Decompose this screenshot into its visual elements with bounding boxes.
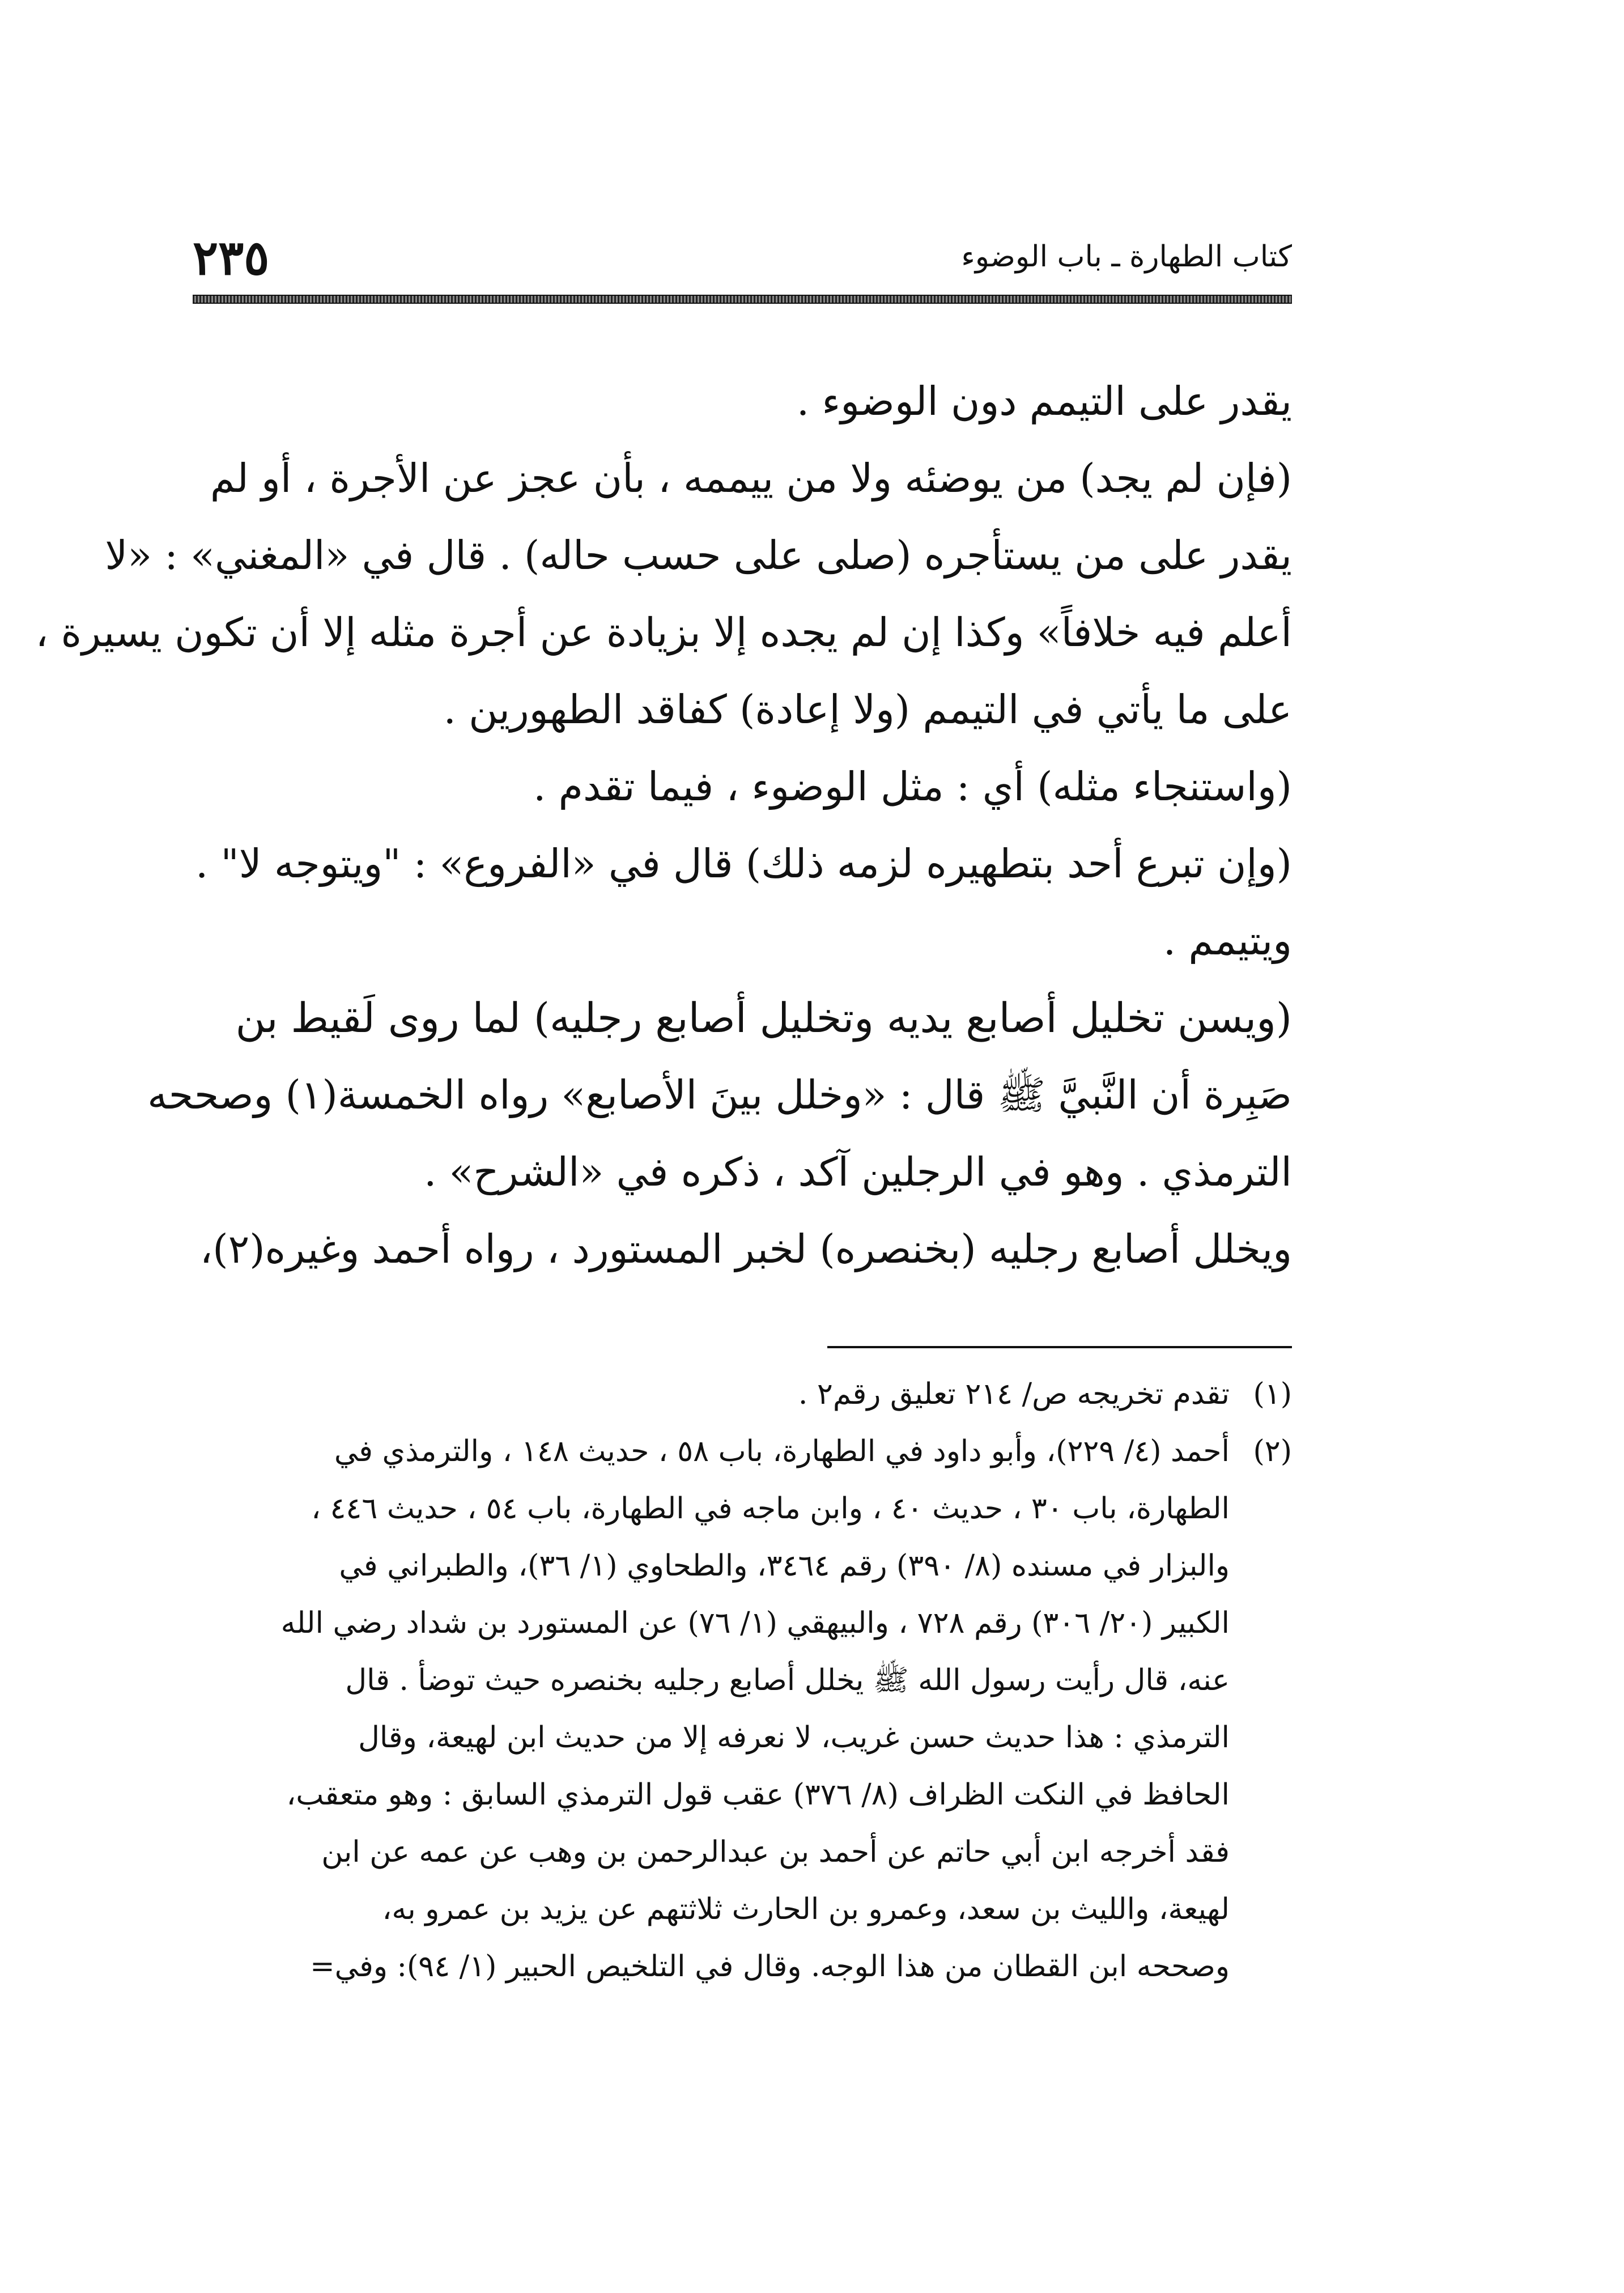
footnote-line — [193, 1824, 1292, 1881]
footnote-text: لهيعة، والليث بن سعد، وعمرو بن الحارث ثلاثتهم عن يزيد بن عمرو به، — [382, 1892, 1230, 1926]
page-header — [193, 227, 1292, 295]
footnote-text: أحمد (٤/ ٢٢٩)، وأبو داود في الطهارة، باب ٥٨ ، حديث ١٤٨ ، والترمذي في — [334, 1434, 1230, 1468]
footnote-text: الكبير (٢٠/ ٣٠٦) رقم ٧٢٨ ، والبيهقي (١/ ٧٦) عن المستورد بن شداد رضي الله — [280, 1606, 1230, 1640]
footnote-line — [193, 1767, 1292, 1824]
text-line: أعلم فيه خلافاً» وكذا إن لم يجده إلا بزيادة عن أجرة مثله إلا أن تكون يسيرة ، — [35, 609, 1292, 656]
footnote-line — [193, 1652, 1292, 1709]
footnote-line — [193, 1595, 1292, 1652]
footnote-text: عنه، قال رأيت رسول الله ﷺ يخلل أصابع رجليه بخنصره حيث توضأ . قال — [345, 1663, 1230, 1697]
running-title: كتاب الطهارة ـ باب الوضوء — [961, 240, 1292, 274]
main-text — [35, 363, 1292, 1288]
footnote-text: تقدم تخريجه ص/ ٢١٤ تعليق رقم٢ . — [798, 1377, 1230, 1411]
text-line: (وإن تبرع أحد بتطهيره لزمه ذلك) قال في «الفروع» : "ويتوجه لا" . — [195, 840, 1292, 887]
page-number: ٢٣٥ — [193, 230, 270, 286]
text-line: (ويسن تخليل أصابع يديه وتخليل أصابع رجليه) لما روى لَقيط بن — [235, 994, 1292, 1042]
footnote-number: (١) — [1253, 1377, 1292, 1411]
footnote-line — [193, 1881, 1292, 1938]
text-line: صَبِرة أن النَّبيَّ ﷺ قال : «وخلل بينَ الأصابع» رواه الخمسة(١) وصححه — [147, 1072, 1292, 1118]
footnote-1 — [193, 1366, 1292, 1423]
text-line: (واستنجاء مثله) أي : مثل الوضوء ، فيما تقدم . — [533, 763, 1292, 810]
footnote-separator — [827, 1346, 1292, 1348]
footnote-text: الترمذي : هذا حديث حسن غريب، لا نعرفه إلا من حديث ابن لهيعة، وقال — [358, 1721, 1230, 1755]
footnote-text: والبزار في مسنده (٨/ ٣٩٠) رقم ٣٤٦٤، والطحاوي (١/ ٣٦)، والطبراني في — [339, 1549, 1230, 1583]
text-line: الترمذي . وهو في الرجلين آكد ، ذكره في «الشرح» . — [424, 1149, 1292, 1195]
footnote-line — [193, 1938, 1292, 1995]
footnote-line — [193, 1480, 1292, 1538]
text-line: يقدر على التيمم دون الوضوء . — [796, 378, 1292, 424]
footnote-number: (٢) — [1253, 1434, 1292, 1468]
text-line: ويتيمم . — [1163, 918, 1292, 964]
footnote-text: وصححه ابن القطان من هذا الوجه. وقال في التلخيص الحبير (١/ ٩٤): وفي= — [310, 1950, 1230, 1984]
footnote-line — [193, 1709, 1292, 1767]
footnote-2 — [193, 1423, 1292, 1480]
text-line: على ما يأتي في التيمم (ولا إعادة) كفاقد الطهورين . — [443, 686, 1292, 733]
footnote-text: الطهارة، باب ٣٠ ، حديث ٤٠ ، وابن ماجه في الطهارة، باب ٥٤ ، حديث ٤٤٦ ، — [311, 1492, 1230, 1526]
text-line: يقدر على من يستأجره (صلى على حسب حاله) . قال في «المغني» : «لا — [105, 532, 1292, 579]
footnote-text: فقد أخرجه ابن أبي حاتم عن أحمد بن عبدالرحمن بن وهب عن عمه عن ابن — [321, 1835, 1230, 1869]
footnotes — [193, 1366, 1292, 1995]
header-rule — [193, 295, 1292, 304]
text-line: (فإن لم يجد) من يوضئه ولا من ييممه ، بأن عجز عن الأجرة ، أو لم — [210, 455, 1292, 502]
footnote-line — [193, 1538, 1292, 1595]
text-line: ويخلل أصابع رجليه (بخنصره) لخبر المستورد ، رواه أحمد وغيره(٢)، — [199, 1226, 1292, 1272]
footnote-text: الحافظ في النكت الظراف (٨/ ٣٧٦) عقب قول الترمذي السابق : وهو متعقب، — [286, 1778, 1230, 1812]
